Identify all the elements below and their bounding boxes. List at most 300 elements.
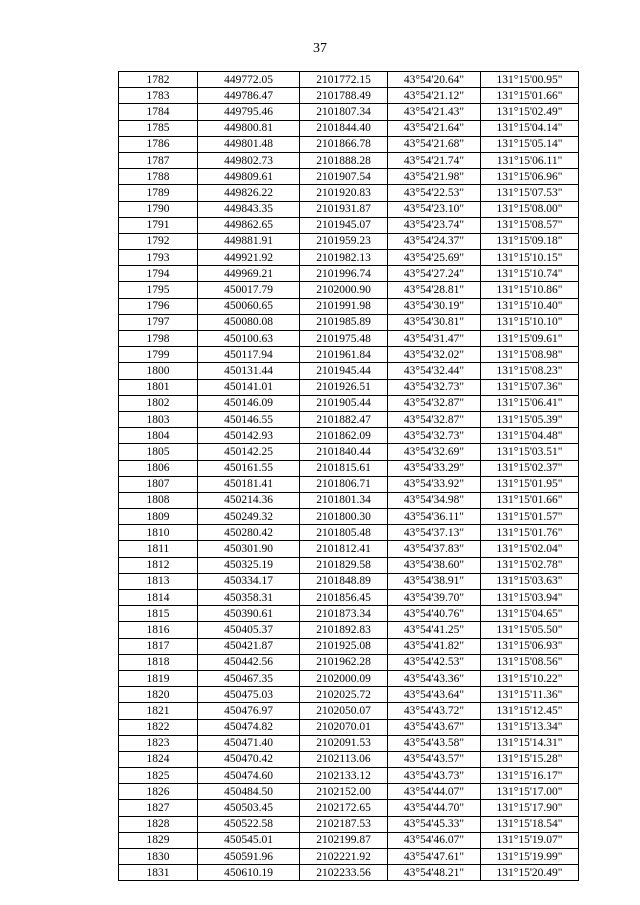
longitude-cell: 131°15'09.18" bbox=[481, 233, 579, 249]
table-row bbox=[119, 314, 579, 330]
longitude-cell: 131°15'10.15" bbox=[481, 250, 579, 266]
point-number-cell: 1782 bbox=[119, 72, 198, 88]
y-coordinate-cell: 2101931.87 bbox=[300, 201, 388, 217]
latitude-cell: 43°54'24.37" bbox=[388, 233, 481, 249]
y-coordinate-cell: 2101892.83 bbox=[300, 622, 388, 638]
longitude-cell: 131°15'08.56" bbox=[481, 654, 579, 670]
point-number-cell: 1809 bbox=[119, 509, 198, 525]
x-coordinate-cell: 449921.92 bbox=[198, 250, 300, 266]
table-row bbox=[119, 169, 579, 185]
point-number-cell: 1808 bbox=[119, 492, 198, 508]
y-coordinate-cell: 2101807.34 bbox=[300, 104, 388, 120]
x-coordinate-cell: 450146.55 bbox=[198, 411, 300, 427]
latitude-cell: 43°54'42.53" bbox=[388, 654, 481, 670]
table-row bbox=[119, 784, 579, 800]
point-number-cell: 1819 bbox=[119, 670, 198, 686]
y-coordinate-cell: 2101959.23 bbox=[300, 233, 388, 249]
x-coordinate-cell: 450080.08 bbox=[198, 314, 300, 330]
x-coordinate-cell: 450405.37 bbox=[198, 622, 300, 638]
x-coordinate-cell: 450475.03 bbox=[198, 687, 300, 703]
longitude-cell: 131°15'10.40" bbox=[481, 298, 579, 314]
point-number-cell: 1787 bbox=[119, 152, 198, 168]
latitude-cell: 43°54'43.73" bbox=[388, 768, 481, 784]
x-coordinate-cell: 450474.82 bbox=[198, 719, 300, 735]
point-number-cell: 1785 bbox=[119, 120, 198, 136]
y-coordinate-cell: 2102000.90 bbox=[300, 282, 388, 298]
table-row bbox=[119, 606, 579, 622]
coordinates-table-body bbox=[119, 72, 579, 881]
y-coordinate-cell: 2102221.92 bbox=[300, 849, 388, 865]
longitude-cell: 131°15'03.51" bbox=[481, 444, 579, 460]
latitude-cell: 43°54'32.87" bbox=[388, 411, 481, 427]
point-number-cell: 1797 bbox=[119, 314, 198, 330]
x-coordinate-cell: 449786.47 bbox=[198, 88, 300, 104]
point-number-cell: 1818 bbox=[119, 654, 198, 670]
page-number: 37 bbox=[313, 41, 327, 56]
point-number-cell: 1784 bbox=[119, 104, 198, 120]
latitude-cell: 43°54'21.12" bbox=[388, 88, 481, 104]
point-number-cell: 1786 bbox=[119, 136, 198, 152]
longitude-cell: 131°15'18.54" bbox=[481, 816, 579, 832]
x-coordinate-cell: 450100.63 bbox=[198, 331, 300, 347]
table-row bbox=[119, 152, 579, 168]
point-number-cell: 1791 bbox=[119, 217, 198, 233]
y-coordinate-cell: 2101945.44 bbox=[300, 363, 388, 379]
x-coordinate-cell: 450117.94 bbox=[198, 347, 300, 363]
table-row bbox=[119, 395, 579, 411]
longitude-cell: 131°15'17.90" bbox=[481, 800, 579, 816]
latitude-cell: 43°54'32.69" bbox=[388, 444, 481, 460]
table-row bbox=[119, 509, 579, 525]
point-number-cell: 1794 bbox=[119, 266, 198, 282]
table-row bbox=[119, 832, 579, 848]
table-row bbox=[119, 217, 579, 233]
y-coordinate-cell: 2102199.87 bbox=[300, 832, 388, 848]
latitude-cell: 43°54'43.64" bbox=[388, 687, 481, 703]
table-row bbox=[119, 557, 579, 573]
y-coordinate-cell: 2101982.13 bbox=[300, 250, 388, 266]
latitude-cell: 43°54'32.73" bbox=[388, 379, 481, 395]
y-coordinate-cell: 2101961.84 bbox=[300, 347, 388, 363]
table-row bbox=[119, 428, 579, 444]
y-coordinate-cell: 2101866.78 bbox=[300, 136, 388, 152]
latitude-cell: 43°54'21.64" bbox=[388, 120, 481, 136]
point-number-cell: 1810 bbox=[119, 525, 198, 541]
table-row bbox=[119, 573, 579, 589]
longitude-cell: 131°15'16.17" bbox=[481, 768, 579, 784]
table-row bbox=[119, 88, 579, 104]
longitude-cell: 131°15'05.14" bbox=[481, 136, 579, 152]
point-number-cell: 1821 bbox=[119, 703, 198, 719]
point-number-cell: 1789 bbox=[119, 185, 198, 201]
y-coordinate-cell: 2101806.71 bbox=[300, 476, 388, 492]
x-coordinate-cell: 450146.09 bbox=[198, 395, 300, 411]
x-coordinate-cell: 450442.56 bbox=[198, 654, 300, 670]
x-coordinate-cell: 450334.17 bbox=[198, 573, 300, 589]
x-coordinate-cell: 450142.93 bbox=[198, 428, 300, 444]
point-number-cell: 1811 bbox=[119, 541, 198, 557]
table-row bbox=[119, 136, 579, 152]
x-coordinate-cell: 449800.81 bbox=[198, 120, 300, 136]
longitude-cell: 131°15'01.66" bbox=[481, 492, 579, 508]
longitude-cell: 131°15'05.50" bbox=[481, 622, 579, 638]
x-coordinate-cell: 450131.44 bbox=[198, 363, 300, 379]
point-number-cell: 1824 bbox=[119, 751, 198, 767]
latitude-cell: 43°54'28.81" bbox=[388, 282, 481, 298]
table-row bbox=[119, 444, 579, 460]
x-coordinate-cell: 449802.73 bbox=[198, 152, 300, 168]
y-coordinate-cell: 2101925.08 bbox=[300, 638, 388, 654]
x-coordinate-cell: 450591.96 bbox=[198, 849, 300, 865]
x-coordinate-cell: 450325.19 bbox=[198, 557, 300, 573]
latitude-cell: 43°54'21.43" bbox=[388, 104, 481, 120]
latitude-cell: 43°54'36.11" bbox=[388, 509, 481, 525]
point-number-cell: 1815 bbox=[119, 606, 198, 622]
y-coordinate-cell: 2102000.09 bbox=[300, 670, 388, 686]
y-coordinate-cell: 2101812.41 bbox=[300, 541, 388, 557]
longitude-cell: 131°15'01.66" bbox=[481, 88, 579, 104]
longitude-cell: 131°15'08.23" bbox=[481, 363, 579, 379]
y-coordinate-cell: 2101848.89 bbox=[300, 573, 388, 589]
latitude-cell: 43°54'21.74" bbox=[388, 152, 481, 168]
x-coordinate-cell: 450060.65 bbox=[198, 298, 300, 314]
table-row bbox=[119, 72, 579, 88]
longitude-cell: 131°15'03.63" bbox=[481, 573, 579, 589]
x-coordinate-cell: 449772.05 bbox=[198, 72, 300, 88]
point-number-cell: 1805 bbox=[119, 444, 198, 460]
point-number-cell: 1783 bbox=[119, 88, 198, 104]
latitude-cell: 43°54'30.19" bbox=[388, 298, 481, 314]
x-coordinate-cell: 450545.01 bbox=[198, 832, 300, 848]
point-number-cell: 1822 bbox=[119, 719, 198, 735]
table-row bbox=[119, 363, 579, 379]
x-coordinate-cell: 449801.48 bbox=[198, 136, 300, 152]
latitude-cell: 43°54'38.60" bbox=[388, 557, 481, 573]
latitude-cell: 43°54'44.70" bbox=[388, 800, 481, 816]
x-coordinate-cell: 450467.35 bbox=[198, 670, 300, 686]
x-coordinate-cell: 449862.65 bbox=[198, 217, 300, 233]
longitude-cell: 131°15'05.39" bbox=[481, 411, 579, 427]
table-row bbox=[119, 670, 579, 686]
y-coordinate-cell: 2102091.53 bbox=[300, 735, 388, 751]
x-coordinate-cell: 450522.58 bbox=[198, 816, 300, 832]
x-coordinate-cell: 450470.42 bbox=[198, 751, 300, 767]
y-coordinate-cell: 2102133.12 bbox=[300, 768, 388, 784]
y-coordinate-cell: 2102172.65 bbox=[300, 800, 388, 816]
y-coordinate-cell: 2101805.48 bbox=[300, 525, 388, 541]
longitude-cell: 131°15'03.94" bbox=[481, 590, 579, 606]
latitude-cell: 43°54'43.67" bbox=[388, 719, 481, 735]
longitude-cell: 131°15'00.95" bbox=[481, 72, 579, 88]
longitude-cell: 131°15'10.86" bbox=[481, 282, 579, 298]
y-coordinate-cell: 2101996.74 bbox=[300, 266, 388, 282]
table-row bbox=[119, 233, 579, 249]
table-row bbox=[119, 266, 579, 282]
longitude-cell: 131°15'01.57" bbox=[481, 509, 579, 525]
latitude-cell: 43°54'34.98" bbox=[388, 492, 481, 508]
point-number-cell: 1792 bbox=[119, 233, 198, 249]
x-coordinate-cell: 449826.22 bbox=[198, 185, 300, 201]
table-row bbox=[119, 120, 579, 136]
x-coordinate-cell: 450214.36 bbox=[198, 492, 300, 508]
x-coordinate-cell: 450471.40 bbox=[198, 735, 300, 751]
table-row bbox=[119, 185, 579, 201]
longitude-cell: 131°15'12.45" bbox=[481, 703, 579, 719]
latitude-cell: 43°54'39.70" bbox=[388, 590, 481, 606]
x-coordinate-cell: 450181.41 bbox=[198, 476, 300, 492]
x-coordinate-cell: 450476.97 bbox=[198, 703, 300, 719]
longitude-cell: 131°15'06.93" bbox=[481, 638, 579, 654]
longitude-cell: 131°15'19.99" bbox=[481, 849, 579, 865]
longitude-cell: 131°15'19.07" bbox=[481, 832, 579, 848]
y-coordinate-cell: 2101907.54 bbox=[300, 169, 388, 185]
y-coordinate-cell: 2101840.44 bbox=[300, 444, 388, 460]
x-coordinate-cell: 449881.91 bbox=[198, 233, 300, 249]
y-coordinate-cell: 2101829.58 bbox=[300, 557, 388, 573]
point-number-cell: 1790 bbox=[119, 201, 198, 217]
longitude-cell: 131°15'17.00" bbox=[481, 784, 579, 800]
longitude-cell: 131°15'15.28" bbox=[481, 751, 579, 767]
longitude-cell: 131°15'02.04" bbox=[481, 541, 579, 557]
table-row bbox=[119, 525, 579, 541]
point-number-cell: 1829 bbox=[119, 832, 198, 848]
y-coordinate-cell: 2101962.28 bbox=[300, 654, 388, 670]
y-coordinate-cell: 2101800.30 bbox=[300, 509, 388, 525]
longitude-cell: 131°15'08.57" bbox=[481, 217, 579, 233]
latitude-cell: 43°54'20.64" bbox=[388, 72, 481, 88]
longitude-cell: 131°15'20.49" bbox=[481, 865, 579, 881]
y-coordinate-cell: 2101975.48 bbox=[300, 331, 388, 347]
latitude-cell: 43°54'30.81" bbox=[388, 314, 481, 330]
x-coordinate-cell: 449795.46 bbox=[198, 104, 300, 120]
x-coordinate-cell: 450249.32 bbox=[198, 509, 300, 525]
point-number-cell: 1807 bbox=[119, 476, 198, 492]
latitude-cell: 43°54'27.24" bbox=[388, 266, 481, 282]
y-coordinate-cell: 2101985.89 bbox=[300, 314, 388, 330]
y-coordinate-cell: 2102070.01 bbox=[300, 719, 388, 735]
table-row bbox=[119, 816, 579, 832]
table-row bbox=[119, 201, 579, 217]
point-number-cell: 1831 bbox=[119, 865, 198, 881]
table-row bbox=[119, 654, 579, 670]
x-coordinate-cell: 450421.87 bbox=[198, 638, 300, 654]
table-row bbox=[119, 719, 579, 735]
longitude-cell: 131°15'10.22" bbox=[481, 670, 579, 686]
point-number-cell: 1814 bbox=[119, 590, 198, 606]
latitude-cell: 43°54'32.02" bbox=[388, 347, 481, 363]
point-number-cell: 1800 bbox=[119, 363, 198, 379]
latitude-cell: 43°54'32.44" bbox=[388, 363, 481, 379]
y-coordinate-cell: 2101788.49 bbox=[300, 88, 388, 104]
longitude-cell: 131°15'01.95" bbox=[481, 476, 579, 492]
longitude-cell: 131°15'06.41" bbox=[481, 395, 579, 411]
latitude-cell: 43°54'33.29" bbox=[388, 460, 481, 476]
latitude-cell: 43°54'23.74" bbox=[388, 217, 481, 233]
table-row bbox=[119, 250, 579, 266]
longitude-cell: 131°15'04.14" bbox=[481, 120, 579, 136]
point-number-cell: 1826 bbox=[119, 784, 198, 800]
latitude-cell: 43°54'32.73" bbox=[388, 428, 481, 444]
table-row bbox=[119, 541, 579, 557]
longitude-cell: 131°15'10.10" bbox=[481, 314, 579, 330]
y-coordinate-cell: 2101888.28 bbox=[300, 152, 388, 168]
y-coordinate-cell: 2102025.72 bbox=[300, 687, 388, 703]
x-coordinate-cell: 450358.31 bbox=[198, 590, 300, 606]
x-coordinate-cell: 450161.55 bbox=[198, 460, 300, 476]
table-row bbox=[119, 411, 579, 427]
x-coordinate-cell: 450301.90 bbox=[198, 541, 300, 557]
y-coordinate-cell: 2101920.83 bbox=[300, 185, 388, 201]
y-coordinate-cell: 2102233.56 bbox=[300, 865, 388, 881]
x-coordinate-cell: 449843.35 bbox=[198, 201, 300, 217]
point-number-cell: 1823 bbox=[119, 735, 198, 751]
latitude-cell: 43°54'25.69" bbox=[388, 250, 481, 266]
y-coordinate-cell: 2102050.07 bbox=[300, 703, 388, 719]
table-row bbox=[119, 768, 579, 784]
x-coordinate-cell: 449809.61 bbox=[198, 169, 300, 185]
latitude-cell: 43°54'31.47" bbox=[388, 331, 481, 347]
latitude-cell: 43°54'38.91" bbox=[388, 573, 481, 589]
longitude-cell: 131°15'06.11" bbox=[481, 152, 579, 168]
table-row bbox=[119, 865, 579, 881]
x-coordinate-cell: 450280.42 bbox=[198, 525, 300, 541]
latitude-cell: 43°54'21.98" bbox=[388, 169, 481, 185]
x-coordinate-cell: 450484.50 bbox=[198, 784, 300, 800]
longitude-cell: 131°15'14.31" bbox=[481, 735, 579, 751]
point-number-cell: 1801 bbox=[119, 379, 198, 395]
longitude-cell: 131°15'08.00" bbox=[481, 201, 579, 217]
latitude-cell: 43°54'43.72" bbox=[388, 703, 481, 719]
y-coordinate-cell: 2101882.47 bbox=[300, 411, 388, 427]
y-coordinate-cell: 2102152.00 bbox=[300, 784, 388, 800]
point-number-cell: 1803 bbox=[119, 411, 198, 427]
table-row bbox=[119, 751, 579, 767]
table-row bbox=[119, 735, 579, 751]
table-row bbox=[119, 849, 579, 865]
point-number-cell: 1795 bbox=[119, 282, 198, 298]
x-coordinate-cell: 450017.79 bbox=[198, 282, 300, 298]
point-number-cell: 1813 bbox=[119, 573, 198, 589]
longitude-cell: 131°15'09.61" bbox=[481, 331, 579, 347]
latitude-cell: 43°54'32.87" bbox=[388, 395, 481, 411]
table-row bbox=[119, 492, 579, 508]
table-row bbox=[119, 800, 579, 816]
table-row bbox=[119, 379, 579, 395]
table-row bbox=[119, 476, 579, 492]
point-number-cell: 1828 bbox=[119, 816, 198, 832]
point-number-cell: 1816 bbox=[119, 622, 198, 638]
point-number-cell: 1804 bbox=[119, 428, 198, 444]
table-row bbox=[119, 590, 579, 606]
coordinates-table bbox=[118, 71, 579, 881]
latitude-cell: 43°54'37.83" bbox=[388, 541, 481, 557]
latitude-cell: 43°54'43.36" bbox=[388, 670, 481, 686]
y-coordinate-cell: 2101856.45 bbox=[300, 590, 388, 606]
latitude-cell: 43°54'43.57" bbox=[388, 751, 481, 767]
y-coordinate-cell: 2101945.07 bbox=[300, 217, 388, 233]
latitude-cell: 43°54'48.21" bbox=[388, 865, 481, 881]
x-coordinate-cell: 450141.01 bbox=[198, 379, 300, 395]
longitude-cell: 131°15'01.76" bbox=[481, 525, 579, 541]
point-number-cell: 1825 bbox=[119, 768, 198, 784]
longitude-cell: 131°15'10.74" bbox=[481, 266, 579, 282]
latitude-cell: 43°54'45.33" bbox=[388, 816, 481, 832]
latitude-cell: 43°54'40.76" bbox=[388, 606, 481, 622]
longitude-cell: 131°15'02.37" bbox=[481, 460, 579, 476]
table-row bbox=[119, 622, 579, 638]
longitude-cell: 131°15'07.53" bbox=[481, 185, 579, 201]
y-coordinate-cell: 2101772.15 bbox=[300, 72, 388, 88]
table-row bbox=[119, 687, 579, 703]
latitude-cell: 43°54'44.07" bbox=[388, 784, 481, 800]
longitude-cell: 131°15'04.48" bbox=[481, 428, 579, 444]
latitude-cell: 43°54'21.68" bbox=[388, 136, 481, 152]
latitude-cell: 43°54'46.07" bbox=[388, 832, 481, 848]
x-coordinate-cell: 450390.61 bbox=[198, 606, 300, 622]
x-coordinate-cell: 450610.19 bbox=[198, 865, 300, 881]
longitude-cell: 131°15'13.34" bbox=[481, 719, 579, 735]
point-number-cell: 1830 bbox=[119, 849, 198, 865]
x-coordinate-cell: 450503.45 bbox=[198, 800, 300, 816]
latitude-cell: 43°54'33.92" bbox=[388, 476, 481, 492]
table-row bbox=[119, 347, 579, 363]
latitude-cell: 43°54'23.10" bbox=[388, 201, 481, 217]
point-number-cell: 1806 bbox=[119, 460, 198, 476]
latitude-cell: 43°54'22.53" bbox=[388, 185, 481, 201]
point-number-cell: 1827 bbox=[119, 800, 198, 816]
point-number-cell: 1798 bbox=[119, 331, 198, 347]
point-number-cell: 1788 bbox=[119, 169, 198, 185]
latitude-cell: 43°54'37.13" bbox=[388, 525, 481, 541]
table-row bbox=[119, 282, 579, 298]
table-row bbox=[119, 703, 579, 719]
y-coordinate-cell: 2101862.09 bbox=[300, 428, 388, 444]
latitude-cell: 43°54'41.82" bbox=[388, 638, 481, 654]
y-coordinate-cell: 2101815.61 bbox=[300, 460, 388, 476]
point-number-cell: 1820 bbox=[119, 687, 198, 703]
y-coordinate-cell: 2101801.34 bbox=[300, 492, 388, 508]
latitude-cell: 43°54'43.58" bbox=[388, 735, 481, 751]
longitude-cell: 131°15'07.36" bbox=[481, 379, 579, 395]
longitude-cell: 131°15'02.78" bbox=[481, 557, 579, 573]
table-row bbox=[119, 331, 579, 347]
point-number-cell: 1817 bbox=[119, 638, 198, 654]
point-number-cell: 1802 bbox=[119, 395, 198, 411]
table-row bbox=[119, 638, 579, 654]
x-coordinate-cell: 449969.21 bbox=[198, 266, 300, 282]
point-number-cell: 1812 bbox=[119, 557, 198, 573]
latitude-cell: 43°54'47.61" bbox=[388, 849, 481, 865]
y-coordinate-cell: 2101905.44 bbox=[300, 395, 388, 411]
point-number-cell: 1799 bbox=[119, 347, 198, 363]
latitude-cell: 43°54'41.25" bbox=[388, 622, 481, 638]
y-coordinate-cell: 2101844.40 bbox=[300, 120, 388, 136]
longitude-cell: 131°15'08.98" bbox=[481, 347, 579, 363]
longitude-cell: 131°15'11.36" bbox=[481, 687, 579, 703]
y-coordinate-cell: 2101926.51 bbox=[300, 379, 388, 395]
y-coordinate-cell: 2101873.34 bbox=[300, 606, 388, 622]
y-coordinate-cell: 2102113.06 bbox=[300, 751, 388, 767]
longitude-cell: 131°15'04.65" bbox=[481, 606, 579, 622]
longitude-cell: 131°15'06.96" bbox=[481, 169, 579, 185]
table-row bbox=[119, 104, 579, 120]
point-number-cell: 1796 bbox=[119, 298, 198, 314]
x-coordinate-cell: 450142.25 bbox=[198, 444, 300, 460]
longitude-cell: 131°15'02.49" bbox=[481, 104, 579, 120]
y-coordinate-cell: 2102187.53 bbox=[300, 816, 388, 832]
table-row bbox=[119, 298, 579, 314]
x-coordinate-cell: 450474.60 bbox=[198, 768, 300, 784]
